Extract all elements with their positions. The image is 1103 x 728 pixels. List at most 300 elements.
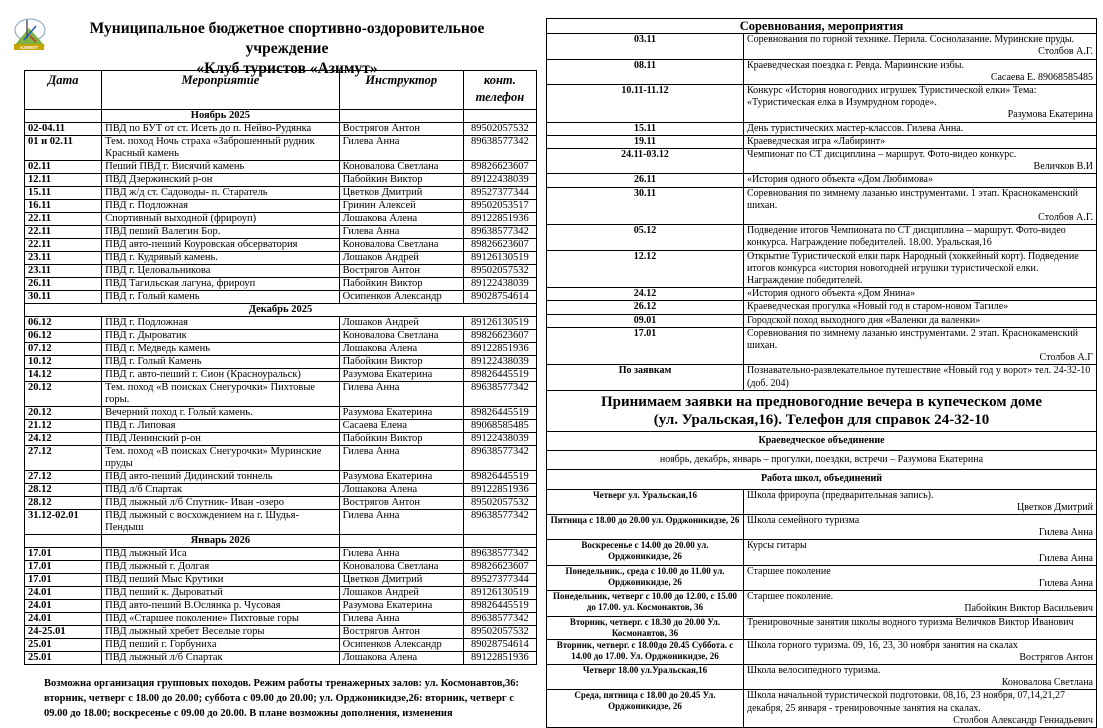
school-schedule: Четверг 18.00 ул.Уральская,16 [547, 664, 744, 689]
event-name: ПВД г. Голый Камень [102, 356, 339, 369]
month-header-row [25, 110, 537, 123]
event-date: 20.12 [25, 407, 102, 420]
event-date: 17.01 [25, 561, 102, 574]
banner-line1: Принимаем заявки на предновогодние вечера в купеческом доме [601, 393, 1042, 410]
contact-phone: 89638577342 [463, 548, 536, 561]
table-row [25, 291, 537, 304]
school-description [744, 565, 1097, 590]
event-text: Чемпионат по СТ дисциплина – маршрут. Фото-видео конкурс. [747, 149, 1017, 161]
event-name: ПВД г. авто-пеший г. Сион (Красноуральск) [102, 369, 339, 382]
event-row [547, 85, 1097, 123]
footer-note: Возможна организация групповых походов. Режим работы тренажерных залов: ул. Космонавтов,36: вторник, четверг с 18.00 до 20.00; суббота с 09.00 до 20.00; ул. Орджоникидзе,26: вторник, четверг с 09.00 до 18.00; воскресенье с 09.00 до 20.00. В плане возможны дополнения, изменения [44, 678, 520, 719]
school-schedule: Воскресенье с 14.00 до 20.00 ул. Орджоникидзе, 26 [547, 540, 744, 565]
event-date: 06.12 [25, 317, 102, 330]
event-row [547, 149, 1097, 174]
event-name: ПВД г. Дыроватик [102, 330, 339, 343]
event-name: ПВД «Старшее поколение» Пихтовые горы [102, 613, 339, 626]
svg-text:АЗИМУТ: АЗИМУТ [19, 45, 39, 50]
school-description [744, 514, 1097, 539]
instructor-name: Коновалова Светлана [339, 239, 463, 252]
school-row [547, 514, 1097, 539]
announcement-banner [547, 390, 1097, 431]
school-instructor: Цветков Дмитрий [1017, 501, 1093, 513]
instructor-name: Пабойкин Виктор [339, 278, 463, 291]
contact-phone: 89502057532 [463, 626, 536, 639]
table-row [25, 497, 537, 510]
instructor-name: Вострягов Антон [339, 123, 463, 136]
school-schedule: Понедельник., среда с 10.00 до 11.00 ул. Орджоникидзе, 26 [547, 565, 744, 590]
table-row [25, 278, 537, 291]
instructor-name: Лошаков Андрей [339, 252, 463, 265]
instructor-name: Гилева Анна [339, 136, 463, 161]
school-instructor: Гилева Анна [1038, 527, 1093, 539]
event-description [744, 34, 1097, 59]
school-row [547, 690, 1097, 728]
table-row [25, 574, 537, 587]
event-description [744, 225, 1097, 250]
empty-cell [463, 110, 536, 123]
event-name: ПВД пеший Мыс Крутики [102, 574, 339, 587]
table-row [25, 382, 537, 407]
instructor-name: Вострягов Антон [339, 265, 463, 278]
contact-phone: 89638577342 [463, 382, 536, 407]
event-name: ПВД л/б Спартак [102, 484, 339, 497]
event-date: 01 и 02.11 [25, 136, 102, 161]
event-date: 30.11 [547, 187, 744, 225]
empty-cell [25, 535, 102, 548]
event-name: ПВД г. Липовая [102, 420, 339, 433]
instructor-name: Разумова Екатерина [339, 407, 463, 420]
event-date: 02.11 [25, 161, 102, 174]
empty-cell [339, 110, 463, 123]
event-description [744, 174, 1097, 187]
event-row [547, 122, 1097, 135]
event-date: 15.11 [25, 187, 102, 200]
instructor-name: Лошаков Андрей [339, 587, 463, 600]
instructor-name: Гилева Анна [339, 446, 463, 471]
local-history-title: Краеведческое объединение [547, 431, 1097, 450]
event-date: 17.01 [547, 327, 744, 365]
contact-phone: 89826445519 [463, 600, 536, 613]
instructor-name: Лошакова Алена [339, 343, 463, 356]
school-instructor: Коновалова Светлана [1001, 677, 1093, 689]
contact-phone: 89122851936 [463, 213, 536, 226]
school-name: Тренировочные занятия школы водного туризма Величков Виктор Иванович [747, 616, 1074, 628]
table-row [25, 587, 537, 600]
table-row [25, 239, 537, 252]
event-row [547, 59, 1097, 84]
event-responsible: Величков В.И [1033, 161, 1093, 173]
school-instructor: Гилева Анна [1038, 552, 1093, 564]
event-date: 23.11 [25, 265, 102, 278]
event-responsible: Столбов А.Г. [1038, 212, 1093, 224]
instructor-name: Пабойкин Виктор [339, 433, 463, 446]
event-date: По заявкам [547, 365, 744, 390]
contact-phone: 89826623607 [463, 330, 536, 343]
event-date: 06.12 [25, 330, 102, 343]
instructor-name: Коновалова Светлана [339, 561, 463, 574]
contact-phone: 89122438039 [463, 356, 536, 369]
school-name: Школа фрироупа (предварительная запись). [747, 489, 934, 501]
school-row [547, 591, 1097, 616]
event-description [744, 365, 1097, 390]
event-text: Краеведческая игра «Лабиринт» [747, 135, 886, 147]
month-header-row [25, 535, 537, 548]
school-description [744, 489, 1097, 514]
instructor-name: Коновалова Светлана [339, 330, 463, 343]
contact-phone: 89638577342 [463, 136, 536, 161]
event-date: 30.11 [25, 291, 102, 304]
column-header-phone: конт. телефон [463, 71, 536, 110]
contact-phone: 89826445519 [463, 471, 536, 484]
event-date: 08.11 [547, 59, 744, 84]
table-row [25, 561, 537, 574]
event-text: Подведение итогов Чемпионата по СТ дисциплина – маршрут. Фото-видео конкурса. Награждение победителей. 18.00. Уральская,16 [747, 225, 1066, 249]
event-description [744, 122, 1097, 135]
event-date: 15.11 [547, 122, 744, 135]
school-schedule: Среда, пятница с 18.00 до 20.45 Ул. Орджоникидзе, 26 [547, 690, 744, 728]
contact-phone: 89028754614 [463, 291, 536, 304]
table-row [25, 213, 537, 226]
contact-phone: 89826623607 [463, 239, 536, 252]
event-date: 31.12-02.01 [25, 510, 102, 535]
event-name: ПВД г. Целовальникова [102, 265, 339, 278]
event-row [547, 288, 1097, 301]
school-name: Старшее поколение [747, 565, 831, 577]
event-row [547, 135, 1097, 148]
school-name: Школа горного туризма. 09, 16, 23, 30 ноября занятия на скалах [747, 639, 1018, 651]
month-label: Декабрь 2025 [25, 304, 537, 317]
instructor-name: Лошакова Алена [339, 652, 463, 665]
contact-phone: 89826445519 [463, 407, 536, 420]
school-schedule: Четверг ул. Уральская,16 [547, 489, 744, 514]
month-label: Ноябрь 2025 [102, 110, 339, 123]
contact-phone: 89126130519 [463, 587, 536, 600]
column-header-event: Мероприятие [102, 71, 339, 110]
event-row [547, 187, 1097, 225]
instructor-name: Пабойкин Виктор [339, 356, 463, 369]
event-date: 24.01 [25, 587, 102, 600]
event-name: ПВД ж/д ст. Садоводы- п. Старатель [102, 187, 339, 200]
event-text: Краеведческая поездка г. Ревда. Мариинские избы. [747, 59, 964, 71]
event-name: ПВД авто-пеший Дидинский тоннель [102, 471, 339, 484]
contact-phone: 89638577342 [463, 613, 536, 626]
empty-cell [339, 535, 463, 548]
instructor-name: Разумова Екатерина [339, 369, 463, 382]
event-name: ПВД пеший г. Горбуниха [102, 639, 339, 652]
table-row [25, 136, 537, 161]
school-description [744, 690, 1097, 728]
school-row [547, 616, 1097, 639]
event-date: 26.11 [25, 278, 102, 291]
event-name: ПВД по БУТ от ст. Исеть до п. Нейво-Рудянка [102, 123, 339, 136]
contact-phone: 89638577342 [463, 510, 536, 535]
event-name: ПВД лыжный с восхождением на г. Шудья-Пендыш [102, 510, 339, 535]
event-name: ПВД лыжный Иса [102, 548, 339, 561]
event-responsible: Столбов А.Г. [1038, 46, 1093, 58]
table-row [25, 484, 537, 497]
event-date: 12.11 [25, 174, 102, 187]
school-instructor: Гилева Анна [1038, 577, 1093, 589]
event-date: 23.11 [25, 252, 102, 265]
table-row [25, 613, 537, 626]
contact-phone: 89122438039 [463, 278, 536, 291]
school-description [744, 639, 1097, 664]
azimut-logo-icon [10, 16, 48, 52]
event-row [547, 174, 1097, 187]
event-row [547, 365, 1097, 390]
instructor-name: Гилева Анна [339, 226, 463, 239]
event-name: ПВД лыжный г. Долгая [102, 561, 339, 574]
contact-phone: 89122438039 [463, 433, 536, 446]
instructor-name: Разумова Екатерина [339, 600, 463, 613]
table-row [25, 600, 537, 613]
banner-line2: (ул. Уральская,16). Телефон для справок 24-32-10 [653, 411, 990, 428]
contact-phone: 89068585485 [463, 420, 536, 433]
event-date: 24.12 [25, 433, 102, 446]
event-name: ПВД пеший к. Дыроватый [102, 587, 339, 600]
instructor-name: Лошакова Алена [339, 213, 463, 226]
event-date: 02-04.11 [25, 123, 102, 136]
contact-phone: 89502057532 [463, 497, 536, 510]
instructor-name: Цветков Дмитрий [339, 187, 463, 200]
table-row [25, 420, 537, 433]
contact-phone: 89122851936 [463, 484, 536, 497]
event-name: Вечерний поход г. Голый камень. [102, 407, 339, 420]
event-name: Тем. поход «В поисках Снегурочки» Муринские пруды [102, 446, 339, 471]
event-date: 20.12 [25, 382, 102, 407]
event-date: 27.12 [25, 471, 102, 484]
table-row [25, 226, 537, 239]
instructor-name: Вострягов Антон [339, 497, 463, 510]
table-row [25, 161, 537, 174]
empty-cell [463, 535, 536, 548]
event-name: ПВД авто-пеший Коуровская обсерватория [102, 239, 339, 252]
events-panel [546, 18, 1097, 728]
contact-phone: 89638577342 [463, 446, 536, 471]
contact-phone: 89126130519 [463, 317, 536, 330]
event-text: День туристических мастер-классов. Гилева Анна. [747, 122, 964, 134]
event-text: Городской поход выходного дня «Валенки да валенки» [747, 314, 981, 326]
event-date: 07.12 [25, 343, 102, 356]
instructor-name: Гринин Алексей [339, 200, 463, 213]
column-header-date: Дата [25, 71, 102, 110]
hiking-schedule-table [24, 70, 537, 665]
school-description [744, 540, 1097, 565]
school-row [547, 664, 1097, 689]
event-date: 24.01 [25, 613, 102, 626]
section-title-competitions: Соревнования, мероприятия [547, 19, 1097, 34]
event-description [744, 135, 1097, 148]
event-text: Соревнования по горной технике. Перила. Соснолазание. Муринские пруды. [747, 34, 1075, 46]
event-text: Краеведческая прогулка «Новый год в старом-новом Тагиле» [747, 301, 1009, 313]
event-text: «История одного объекта «Дом Любимова» [747, 174, 933, 186]
event-text: Соревнования по зимнему лазанью инструментами. 2 этап. Краснокаменский шихан. [747, 327, 1079, 352]
event-date: 24.11-03.12 [547, 149, 744, 174]
month-header-row [25, 304, 537, 317]
instructor-name: Пабойкин Виктор [339, 174, 463, 187]
event-date: 22.11 [25, 226, 102, 239]
event-name: ПВД г. Подложная [102, 317, 339, 330]
school-name: Старшее поколение. [747, 591, 834, 603]
table-row [25, 548, 537, 561]
school-instructor: Вострягов Антон [1019, 651, 1093, 663]
school-schedule: Вторник, четверг. с 18.00до 20.45 Суббота. с 14.00 до 17.00. Ул. Орджоникидзе, 26 [547, 639, 744, 664]
event-date: 22.11 [25, 213, 102, 226]
contact-phone: 89122438039 [463, 174, 536, 187]
school-row [547, 565, 1097, 590]
event-name: ПВД Дзержинский р-он [102, 174, 339, 187]
table-row [25, 252, 537, 265]
event-date: 21.12 [25, 420, 102, 433]
event-row [547, 301, 1097, 314]
events-table [546, 18, 1097, 391]
event-date: 24.12 [547, 288, 744, 301]
contact-phone: 89028754614 [463, 639, 536, 652]
event-description [744, 250, 1097, 288]
table-row [25, 369, 537, 382]
instructor-name: Цветков Дмитрий [339, 574, 463, 587]
school-row [547, 639, 1097, 664]
event-row [547, 327, 1097, 365]
table-row [25, 407, 537, 420]
event-name: ПВД лыжный хребет Веселые горы [102, 626, 339, 639]
event-description [744, 59, 1097, 84]
instructor-name: Гилева Анна [339, 382, 463, 407]
table-row [25, 356, 537, 369]
event-name: ПВД г. Кудрявый камень. [102, 252, 339, 265]
event-date: 24-25.01 [25, 626, 102, 639]
table-row [25, 433, 537, 446]
instructor-name: Разумова Екатерина [339, 471, 463, 484]
instructor-name: Коновалова Светлана [339, 161, 463, 174]
event-name: ПВД Ленинский р-он [102, 433, 339, 446]
event-date: 14.12 [25, 369, 102, 382]
school-schedule: Пятница с 18.00 до 20.00 ул. Орджоникидзе, 26 [547, 514, 744, 539]
contact-phone: 89126130519 [463, 252, 536, 265]
event-name: ПВД Тагильская лагуна, фрироуп [102, 278, 339, 291]
table-row [25, 123, 537, 136]
event-date: 19.11 [547, 135, 744, 148]
event-name: Спортивный выходной (фрироуп) [102, 213, 339, 226]
event-text: Соревнования по зимнему лазанью инструментами. 1 этап. Краснокаменский шихан. [747, 187, 1079, 211]
event-description [744, 85, 1097, 123]
event-date: 12.12 [547, 250, 744, 288]
table-row [25, 187, 537, 200]
event-responsible: Разумова Екатерина [1007, 109, 1093, 121]
event-row [547, 34, 1097, 59]
contact-phone: 89638577342 [463, 226, 536, 239]
table-row [25, 471, 537, 484]
event-date: 26.12 [547, 301, 744, 314]
school-schedule: Понедельник, четверг с 10.00 до 12.00, с 15.00 до 17.00. ул. Космонавтов, 36 [547, 591, 744, 616]
school-schedule: Вторник, четверг. с 18.30 до 20.00 Ул. Космонавтов, 36 [547, 616, 744, 639]
event-description [744, 149, 1097, 174]
event-date: 09.01 [547, 314, 744, 327]
event-name: Пеший ПВД г. Висячий камень [102, 161, 339, 174]
contact-phone: 89826623607 [463, 561, 536, 574]
empty-cell [25, 110, 102, 123]
event-date: 24.01 [25, 600, 102, 613]
column-header-instructor: Инструктор [339, 71, 463, 110]
instructor-name: Лошаков Андрей [339, 317, 463, 330]
contact-phone: 89826623607 [463, 161, 536, 174]
event-date: 17.01 [25, 574, 102, 587]
event-description [744, 327, 1097, 365]
school-name: Курсы гитары [747, 540, 807, 552]
event-date: 25.01 [25, 639, 102, 652]
table-row [25, 265, 537, 278]
schools-title: Работа школ, объединений [547, 470, 1097, 489]
table-row [25, 446, 537, 471]
instructor-name: Гилева Анна [339, 510, 463, 535]
section-header-row [547, 19, 1097, 34]
instructor-name: Осипенков Александр [339, 639, 463, 652]
school-description [744, 591, 1097, 616]
instructor-name: Осипенков Александр [339, 291, 463, 304]
event-date: 10.12 [25, 356, 102, 369]
event-row [547, 314, 1097, 327]
school-instructor: Пабойкин Виктор Васильевич [964, 603, 1093, 615]
event-text: Открытие Туристической елки парк Народный (хоккейный корт). Подведение итогов конкурса «история новогодней игрушки туристической елки. Награждение победителей. [747, 250, 1079, 287]
contact-phone: 89122851936 [463, 652, 536, 665]
event-date: 25.01 [25, 652, 102, 665]
school-name: Школа начальной туристической подготовки. 08,16, 23 ноября, 07,14,21,27 декабря, 25 января - тренировочные занятия на скалах. [747, 690, 1066, 714]
table-row [25, 626, 537, 639]
event-text: «История одного объекта «Дом Янина» [747, 288, 916, 300]
contact-phone: 89502053517 [463, 200, 536, 213]
table-row [25, 200, 537, 213]
table-row [25, 510, 537, 535]
table-header-row [25, 71, 537, 110]
school-name: Школа велосипедного туризма. [747, 664, 881, 676]
table-row [25, 639, 537, 652]
event-name: ПВД лыжный л/б Спутник- Иван -озеро [102, 497, 339, 510]
event-description [744, 288, 1097, 301]
contact-phone: 89502057532 [463, 123, 536, 136]
event-date: 27.12 [25, 446, 102, 471]
event-name: ПВД г. Медведь камень [102, 343, 339, 356]
event-date: 16.11 [25, 200, 102, 213]
contact-phone: 89122851936 [463, 343, 536, 356]
table-row [25, 317, 537, 330]
table-row [25, 652, 537, 665]
event-name: ПВД пеший Валегин Бор. [102, 226, 339, 239]
event-text: Конкурс «История новогодних игрушек Туристической елки» Тема: «Туристическая елка в Изумрудном городе». [747, 85, 1037, 109]
instructor-name: Лошакова Алена [339, 484, 463, 497]
event-date: 05.12 [547, 225, 744, 250]
school-description [744, 616, 1097, 639]
event-name: ПВД г. Голый камень [102, 291, 339, 304]
table-row [25, 174, 537, 187]
event-description [744, 314, 1097, 327]
contact-phone: 89826445519 [463, 369, 536, 382]
event-date: 28.12 [25, 484, 102, 497]
event-date: 03.11 [547, 34, 744, 59]
announcements-table [546, 390, 1097, 728]
contact-phone: 89502057532 [463, 265, 536, 278]
table-row [25, 330, 537, 343]
event-responsible: Сасаева Е. 89068585485 [990, 71, 1093, 83]
instructor-name: Гилева Анна [339, 548, 463, 561]
event-text: Познавательно-развлекательное путешествие «Новый год у ворот» тел. 24-32-10 (доб. 204) [747, 365, 1091, 389]
event-responsible: Столбов А.Г [1039, 352, 1093, 364]
contact-phone: 89527377344 [463, 574, 536, 587]
event-name: ПВД лыжный л/б Спартак [102, 652, 339, 665]
instructor-name: Гилева Анна [339, 613, 463, 626]
event-date: 28.12 [25, 497, 102, 510]
event-row [547, 250, 1097, 288]
